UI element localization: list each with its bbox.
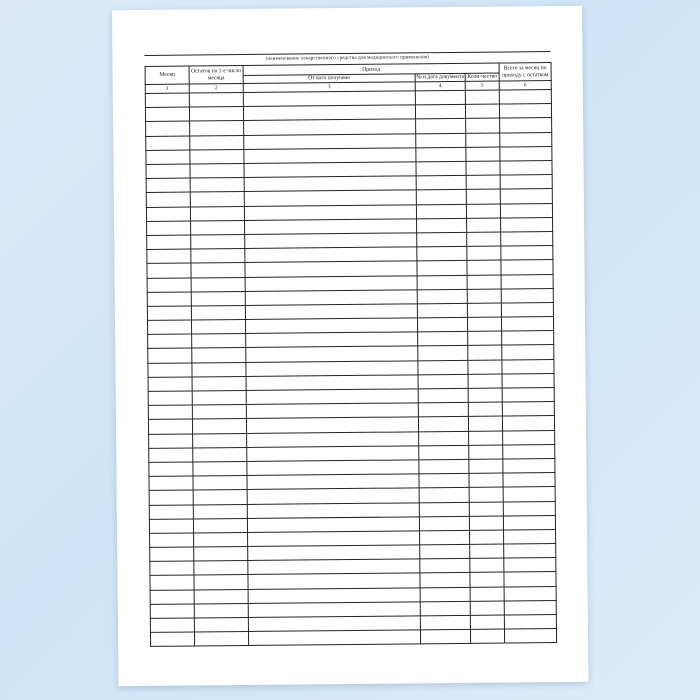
table-cell-empty	[194, 575, 248, 590]
table-cell-empty	[193, 447, 247, 462]
table-cell-empty	[469, 502, 503, 517]
table-cell-empty	[501, 317, 553, 332]
table-cell-empty	[192, 405, 246, 420]
column-number-2: 2	[189, 84, 243, 94]
table-cell-empty	[468, 360, 502, 375]
table-cell-empty	[191, 234, 245, 249]
table-cell-empty	[468, 388, 502, 403]
table-cell-empty	[502, 359, 554, 374]
table-cell-empty	[504, 600, 556, 615]
table-cell-empty	[420, 559, 470, 574]
table-cell-empty	[416, 161, 466, 176]
table-cell-empty	[500, 175, 552, 190]
table-cell-empty	[466, 204, 500, 219]
table-cell-empty	[150, 604, 194, 619]
table-cell-empty	[466, 118, 500, 133]
column-header-quantity: Коли-чество	[465, 73, 499, 81]
table-cell-empty	[418, 346, 468, 361]
column-header-total: Всего за месяц по приходу с остатком	[499, 63, 551, 81]
table-cell-empty	[417, 275, 467, 290]
table-cell-empty	[504, 615, 556, 630]
table-cell-empty	[504, 544, 556, 559]
column-number-4: 4	[415, 81, 465, 90]
table-cell-empty	[470, 601, 504, 616]
table-cell-empty	[420, 544, 470, 559]
table-cell-empty	[149, 448, 193, 463]
table-cell-empty	[501, 246, 553, 261]
column-number-6: 6	[499, 81, 551, 90]
table-cell-empty	[150, 618, 194, 633]
table-cell-empty	[194, 603, 248, 618]
table-cell-empty	[419, 459, 469, 474]
table-cell-empty	[504, 558, 556, 573]
table-cell-empty	[192, 419, 246, 434]
table-cell-empty	[146, 178, 190, 193]
table-cell-empty	[147, 292, 191, 307]
table-cell-empty	[469, 516, 503, 531]
table-cell-empty	[416, 176, 466, 191]
table-cell-empty	[501, 288, 553, 303]
table-cell-empty	[418, 374, 468, 389]
table-cell-empty	[147, 263, 191, 278]
table-cell-empty	[420, 630, 470, 645]
table-cell-empty	[501, 274, 553, 289]
table-cell-empty	[500, 203, 552, 218]
table-cell-empty	[503, 501, 555, 516]
table-cell-empty	[500, 118, 552, 133]
table-cell-empty	[417, 232, 467, 247]
table-cell-empty	[191, 291, 245, 306]
table-cell-empty	[467, 232, 501, 247]
table-cell-empty	[147, 306, 191, 321]
table-cell-empty	[149, 476, 193, 491]
table-cell-empty	[194, 617, 248, 632]
table-cell-empty	[190, 121, 244, 136]
column-number-1: 1	[145, 84, 189, 93]
table-cell-empty	[469, 487, 503, 502]
table-cell-empty	[417, 289, 467, 304]
table-cell-empty	[469, 459, 503, 474]
table-cell-empty	[149, 505, 193, 520]
column-header-doc-number-date: № и дата документа	[416, 73, 465, 81]
table-cell-empty	[470, 544, 504, 559]
table-cell-empty	[149, 434, 193, 449]
paper-sheet	[112, 6, 588, 686]
table-cell-empty	[467, 246, 501, 261]
table-cell-empty	[190, 206, 244, 221]
table-cell-empty	[149, 490, 193, 505]
table-cell-empty	[468, 345, 502, 360]
table-cell-empty	[193, 504, 247, 519]
table-cell-empty	[466, 133, 500, 148]
table-cell-empty	[470, 587, 504, 602]
table-cell-empty	[502, 388, 554, 403]
table-cell-empty	[193, 518, 247, 533]
table-cell-empty	[147, 221, 191, 236]
table-cell-empty	[503, 515, 555, 530]
table-cell-empty	[502, 416, 554, 431]
table-cell-empty	[150, 575, 194, 590]
table-cell-empty	[470, 629, 504, 644]
table-cell-empty	[148, 405, 192, 420]
table-cell-empty	[149, 462, 193, 477]
table-cell-empty	[150, 533, 194, 548]
table-cell-empty	[191, 277, 245, 292]
column-header-month: Месяц	[145, 66, 189, 84]
table-cell-empty	[150, 632, 194, 647]
table-cell-empty	[417, 261, 467, 276]
table-cell-empty	[150, 561, 194, 576]
table-cell-empty	[190, 164, 244, 179]
table-cell-empty	[146, 164, 190, 179]
table-cell-empty	[468, 402, 502, 417]
table-cell-empty	[502, 345, 554, 360]
column-header-from-whom: От кого получено	[243, 74, 415, 84]
table-cell-empty	[146, 207, 190, 222]
table-cell-empty	[419, 431, 469, 446]
table-cell-empty	[419, 445, 469, 460]
table-cell-empty	[419, 502, 469, 517]
registry-table	[145, 62, 558, 647]
table-cell-empty	[148, 377, 192, 392]
table-cell-empty	[503, 458, 555, 473]
table-cell-empty	[503, 430, 555, 445]
table-cell-empty	[416, 190, 466, 205]
table-cell-empty	[420, 573, 470, 588]
table-cell-empty	[420, 530, 470, 545]
table-cell-empty	[503, 473, 555, 488]
table-cell-empty	[147, 249, 191, 264]
table-cell-empty	[469, 473, 503, 488]
column-number-5: 5	[465, 81, 499, 90]
table-cell-empty	[192, 391, 246, 406]
table-cell-empty	[470, 615, 504, 630]
table-cell-empty	[192, 334, 246, 349]
column-group-header-income: Приход	[243, 63, 499, 75]
table-cell-empty	[467, 275, 501, 290]
table-cell-empty	[146, 136, 190, 151]
table-cell-empty	[150, 547, 194, 562]
table-cell-empty	[415, 90, 465, 105]
table-cell-empty	[420, 615, 470, 630]
table-cell-empty	[417, 303, 467, 318]
table-cell-empty	[147, 235, 191, 250]
table-cell-empty	[194, 632, 248, 647]
table-cell-empty	[500, 189, 552, 204]
table-cell-empty	[419, 516, 469, 531]
table-cell-empty	[468, 331, 502, 346]
table-header	[145, 63, 551, 94]
table-cell-empty	[503, 487, 555, 502]
column-number-3: 3	[243, 82, 415, 93]
table-cell-empty	[504, 586, 556, 601]
table-cell-empty	[145, 93, 189, 108]
table-cell-empty	[148, 391, 192, 406]
table-cell-empty	[146, 150, 190, 165]
table-cell-empty	[501, 217, 553, 232]
table-cell-empty	[417, 317, 467, 332]
table-cell-empty	[467, 260, 501, 275]
table-cell-empty	[150, 590, 194, 605]
table-cell-empty	[499, 104, 551, 119]
table-cell-empty	[418, 388, 468, 403]
table-cell-empty	[191, 305, 245, 320]
table-cell-empty	[467, 317, 501, 332]
table-cell-empty	[501, 260, 553, 275]
table-cell-empty	[467, 303, 501, 318]
table-cell-empty	[504, 629, 556, 644]
table-cell-empty	[191, 320, 245, 335]
table-cell-empty	[147, 278, 191, 293]
table-cell-empty	[500, 161, 552, 176]
table-cell-empty	[416, 119, 466, 134]
table-cell-empty	[416, 147, 466, 162]
table-cell-empty	[145, 107, 189, 122]
table-cell-empty	[504, 529, 556, 544]
table-cell-empty	[500, 132, 552, 147]
table-cell-empty	[194, 561, 248, 576]
table-cell-empty	[465, 90, 499, 105]
table-cell-empty	[500, 146, 552, 161]
table-cell-empty	[192, 362, 246, 377]
table-cell-empty	[419, 488, 469, 503]
table-cell-empty	[468, 416, 502, 431]
table-cell-empty	[417, 218, 467, 233]
document-caption: (наименование лекарственного средства для медицинского применения)	[265, 53, 430, 62]
table-cell-empty	[502, 331, 554, 346]
table-cell-empty	[194, 547, 248, 562]
table-cell-empty	[189, 107, 243, 122]
table-cell-empty	[501, 231, 553, 246]
table-cell-empty	[465, 104, 499, 119]
table-cell-empty	[466, 147, 500, 162]
table-cell-empty	[501, 302, 553, 317]
table-row	[150, 629, 556, 647]
table-cell-empty	[148, 334, 192, 349]
table-cell-empty	[193, 476, 247, 491]
table-cell-empty	[470, 530, 504, 545]
table-cell-empty	[416, 204, 466, 219]
table-cell-empty	[192, 376, 246, 391]
table-cell-empty	[149, 519, 193, 534]
table-cell-empty	[415, 105, 465, 120]
table-cell-empty	[420, 601, 470, 616]
table-cell-empty	[194, 532, 248, 547]
table-body	[145, 90, 556, 647]
table-cell-empty	[146, 192, 190, 207]
table-cell-empty	[147, 320, 191, 335]
table-cell-empty	[418, 417, 468, 432]
table-cell-empty	[468, 374, 502, 389]
table-cell-empty	[190, 192, 244, 207]
table-cell-empty	[502, 373, 554, 388]
table-cell-empty	[191, 263, 245, 278]
table-cell-empty	[467, 289, 501, 304]
table-cell-empty	[193, 461, 247, 476]
table-cell-empty	[418, 360, 468, 375]
sheet-content	[144, 51, 556, 647]
table-cell-empty	[503, 444, 555, 459]
table-cell-empty	[190, 135, 244, 150]
table-cell-empty	[466, 175, 500, 190]
table-cell-empty	[470, 558, 504, 573]
table-cell-empty	[417, 247, 467, 262]
table-cell-empty	[148, 419, 192, 434]
table-cell-empty	[416, 133, 466, 148]
table-cell-empty	[194, 589, 248, 604]
table-cell-empty	[419, 473, 469, 488]
table-cell-empty	[418, 332, 468, 347]
table-cell-empty	[469, 431, 503, 446]
table-cell-empty	[499, 90, 551, 105]
table-cell-empty	[193, 433, 247, 448]
table-cell-empty	[146, 121, 190, 136]
table-cell-empty	[502, 402, 554, 417]
table-cell-empty	[467, 218, 501, 233]
table-cell-empty	[504, 572, 556, 587]
table-cell-empty	[466, 189, 500, 204]
table-cell-empty	[190, 178, 244, 193]
table-cell-empty	[466, 161, 500, 176]
table-cell-empty	[469, 445, 503, 460]
table-cell-empty	[191, 220, 245, 235]
table-cell-empty	[248, 630, 420, 646]
table-cell-empty	[190, 149, 244, 164]
table-cell-empty	[148, 348, 192, 363]
column-header-balance: Остаток на 1-е число месяца	[189, 66, 243, 85]
table-cell-empty	[420, 587, 470, 602]
table-cell-empty	[418, 403, 468, 418]
table-cell-empty	[470, 572, 504, 587]
table-cell-empty	[148, 363, 192, 378]
table-cell-empty	[189, 93, 243, 108]
table-cell-empty	[192, 348, 246, 363]
table-cell-empty	[191, 249, 245, 264]
table-cell-empty	[193, 490, 247, 505]
